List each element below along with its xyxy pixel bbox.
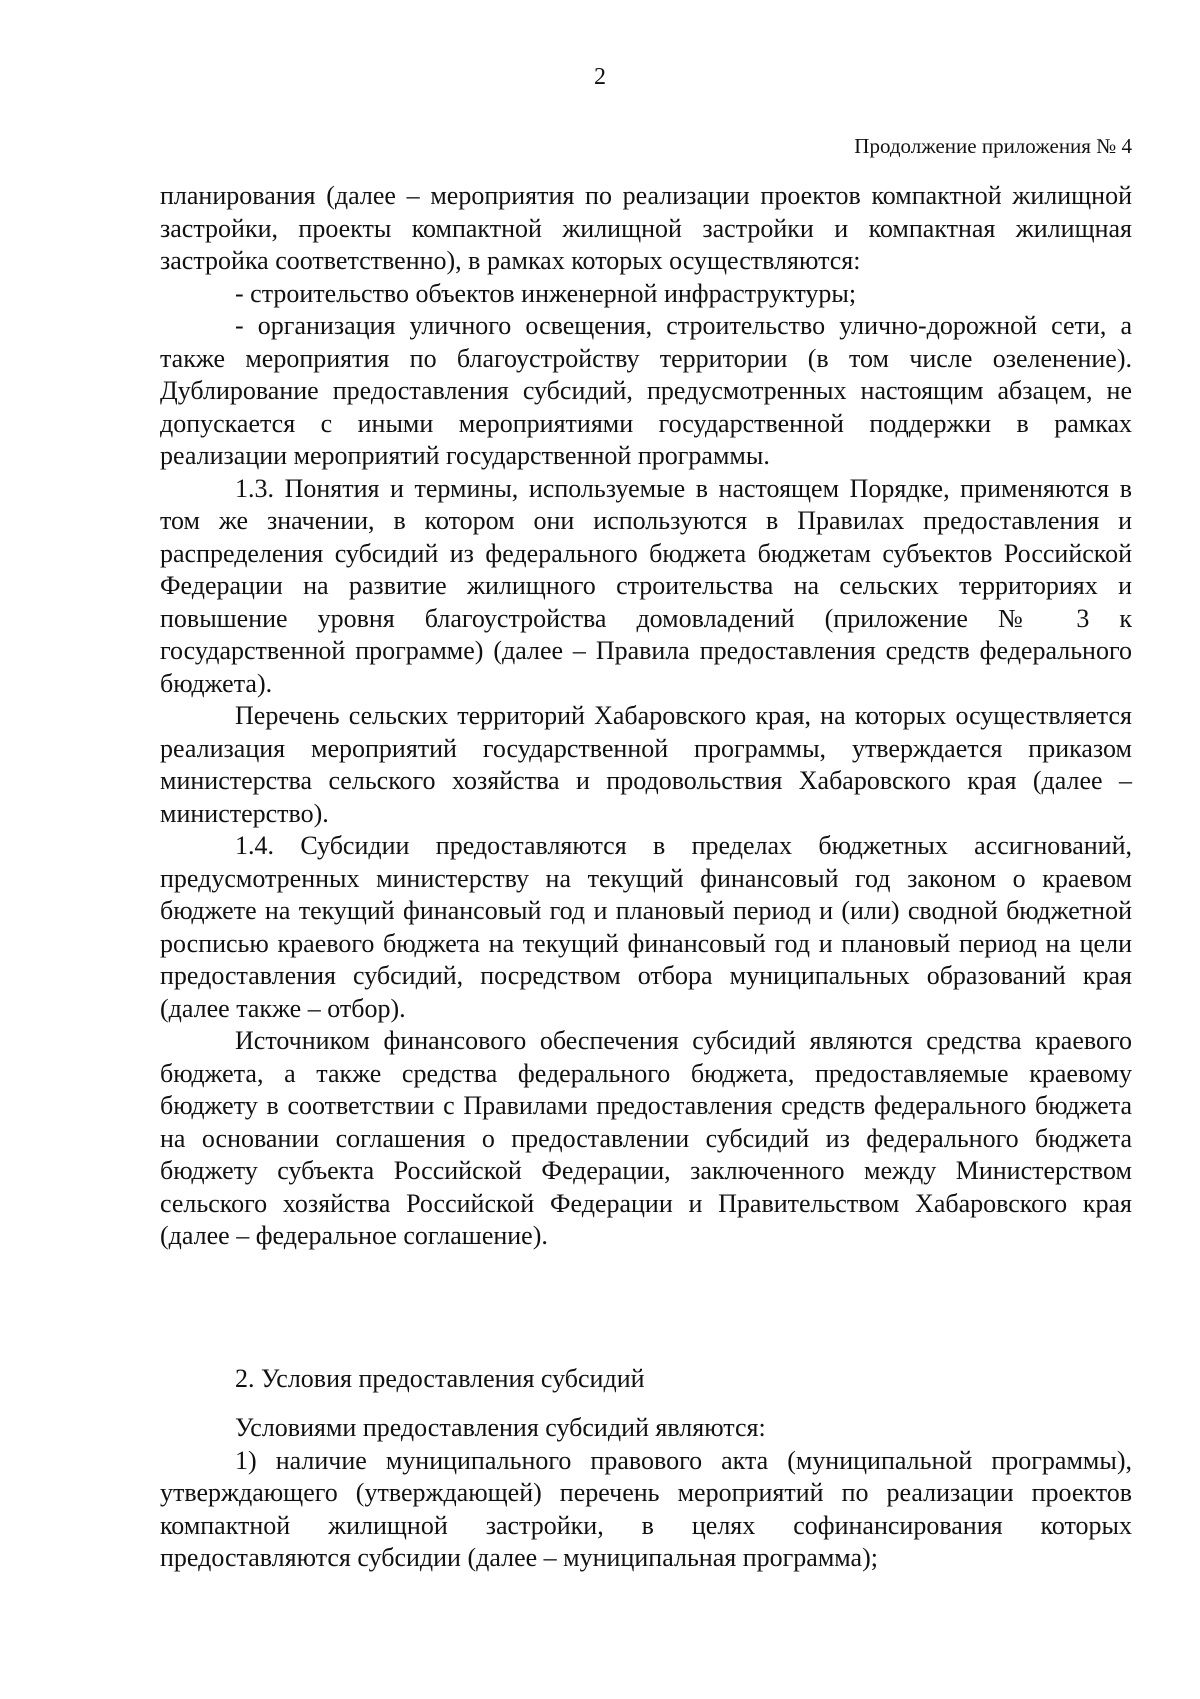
paragraph: - строительство объектов инженерной инфраструктуры; (235, 278, 857, 308)
section-heading: 2. Условия предоставления субсидий (235, 1364, 645, 1393)
appendix-continuation-note: Продолжение приложения № 4 (854, 134, 1132, 158)
page-number: 2 (594, 64, 606, 90)
paragraph: 1.3. Понятия и термины, используемые в настоящем Порядке, применяются в том же значении, в котором они используются в Правилах предоставления и распределения субсидий из федерального бюджета бюджетам субъектов Российской Федерации на развитие жилищного строительства на сельских территориях и повышение уровня благоустройства домовладений (приложение № 3 к государственной программе) (далее – Правила предоставления средств федерального бюджета). (160, 473, 1132, 698)
paragraph: Перечень сельских территорий Хабаровского края, на которых осуществляется реализация мероприятий государственной программы, утверждается приказом министерства сельского хозяйства и продовольствия Хабаровского края (далее – министерство). (160, 701, 1132, 828)
section-body (160, 1412, 1132, 1575)
paragraph: - организация уличного освещения, строительство улично-дорожной сети, а также мероприятия по благоустройству территории (в том числе озеленение). Дублирование предоставления субсидий, предусмотренных настоящим абзацем, не допускается с иными мероприятиями государственной поддержки в рамках реализации мероприятий государственной программы. (160, 311, 1132, 470)
paragraph: Источником финансового обеспечения субсидий являются средства краевого бюджета, а также средства федерального бюджета, предоставляемые краевому бюджету в соответствии с Правилами предоставления средств федерального бюджета на основании соглашения о предоставлении субсидий из федерального бюджета бюджету субъекта Российской Федерации, заключенного между Министерством сельского хозяйства Российской Федерации и Правительством Хабаровского края (далее – федеральное соглашение). (160, 1026, 1132, 1250)
document-body (160, 180, 1132, 1253)
paragraph: 1.4. Субсидии предоставляются в пределах бюджетных ассигнований, предусмотренных министерству на текущий финансовый год законом о краевом бюджете на текущий финансовый год и плановый период и (или) сводной бюджетной росписью краевого бюджета на текущий финансовый год и плановый период на цели предоставления субсидий, посредством отбора муниципальных образований края (далее также – отбор). (160, 831, 1132, 1023)
paragraph: планирования (далее – мероприятия по реализации проектов компактной жилищной застройки, проекты компактной жилищной застройки и компактная жилищная застройка соответственно), в рамках которых осуществляются: (160, 181, 1132, 275)
paragraph: Условиями предоставления субсидий являются: (235, 1413, 766, 1442)
paragraph: 1) наличие муниципального правового акта (муниципальной программы), утверждающего (утверждающей) перечень мероприятий по реализации проектов компактной жилищной застройки, в целях софинансирования которых предоставляются субсидии (далее – муниципальная программа); (160, 1445, 1132, 1572)
